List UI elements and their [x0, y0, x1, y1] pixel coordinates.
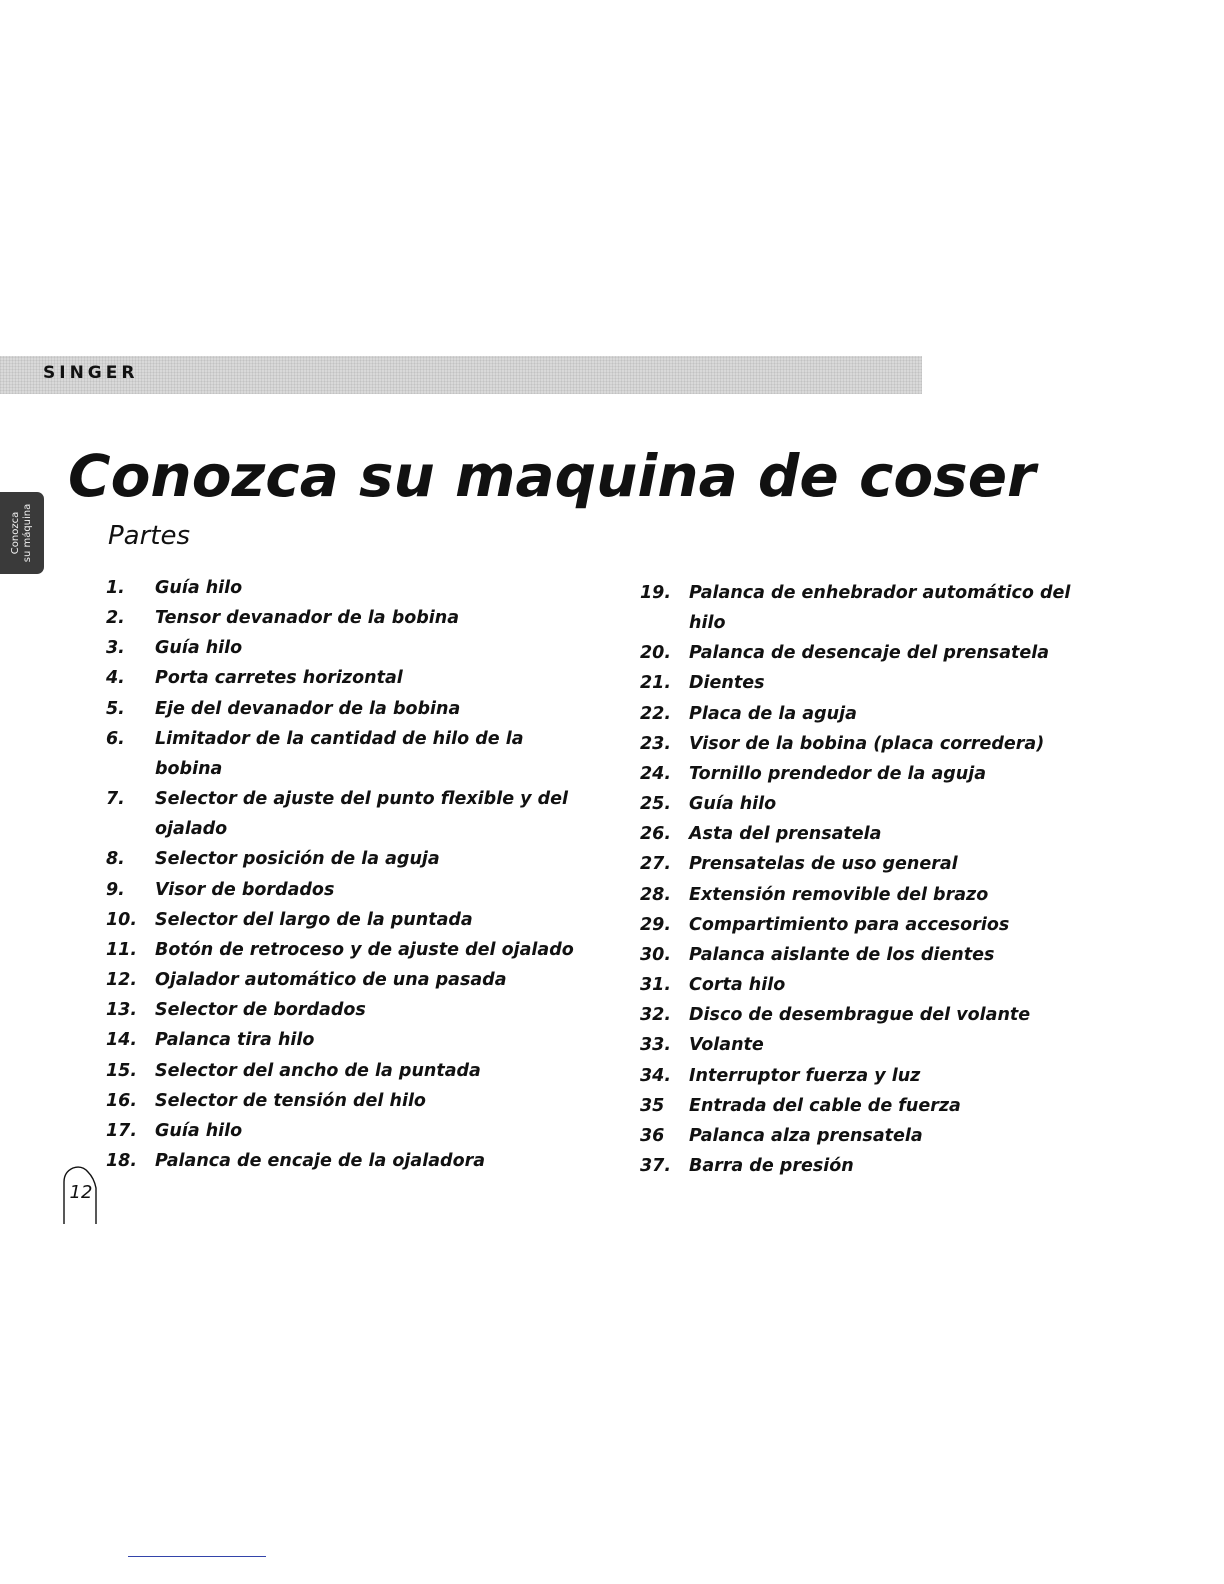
part-number: 12. [106, 970, 138, 991]
part-number: 1. [106, 578, 125, 598]
part-label: Selector del ancho de la puntada [155, 1060, 481, 1081]
part-label: Corta hilo [689, 975, 786, 996]
list-item [640, 970, 1090, 1000]
part-label: Guía hilo [689, 794, 777, 815]
part-number: 36 [640, 1125, 665, 1146]
list-item [640, 668, 1090, 698]
part-number: 7. [106, 789, 125, 810]
list-item [640, 880, 1090, 910]
list-item [106, 905, 596, 935]
list-item [106, 1146, 596, 1176]
part-label: Visor de bordados [155, 879, 335, 900]
list-item [106, 965, 596, 995]
list-item [640, 1030, 1090, 1060]
part-label: Entrada del cable de fuerza [689, 1095, 961, 1116]
part-label: Guía hilo [155, 638, 243, 659]
list-item [106, 663, 596, 693]
part-label: Palanca de enhebrador automático del hilo [689, 583, 1071, 634]
part-number: 22. [640, 703, 672, 724]
part-label: Disco de desembrague del volante [689, 1005, 1031, 1026]
brand-logo: SINGER [43, 363, 139, 383]
list-item [640, 1091, 1090, 1121]
list-item [640, 819, 1090, 849]
part-number: 28. [640, 884, 672, 905]
list-item [106, 844, 596, 874]
part-number: 15. [106, 1060, 138, 1081]
page-title: Conozca su maquina de coser [68, 442, 1036, 510]
list-item [106, 1025, 596, 1055]
part-number: 20. [640, 643, 672, 664]
list-item [106, 694, 596, 724]
list-item [106, 784, 596, 844]
part-label: Selector del largo de la puntada [155, 909, 473, 930]
part-number: 5. [106, 698, 125, 719]
part-number: 24. [640, 763, 672, 784]
part-number: 10. [106, 909, 138, 930]
list-item [106, 1056, 596, 1086]
part-label: Selector de tensión del hilo [155, 1090, 426, 1111]
part-label: Placa de la aguja [689, 703, 857, 724]
part-number: 21. [640, 673, 672, 694]
list-item [106, 724, 596, 784]
part-label: Asta del prensatela [689, 824, 882, 845]
list-item [106, 875, 596, 905]
part-number: 26. [640, 824, 672, 845]
part-label: Palanca de encaje de la ojaladora [155, 1150, 486, 1171]
parts-list-right [640, 578, 1090, 1181]
part-label: Limitador de la cantidad de hilo de la bobina [155, 728, 524, 779]
list-item [640, 1061, 1090, 1091]
list-item [106, 603, 596, 633]
part-number: 9. [106, 879, 125, 900]
part-number: 30. [640, 944, 672, 965]
part-label: Interruptor fuerza y luz [689, 1065, 921, 1086]
list-item [640, 759, 1090, 789]
part-label: Porta carretes horizontal [155, 668, 403, 689]
part-label: Eje del devanador de la bobina [155, 698, 461, 719]
page-number: 12 [69, 1182, 93, 1203]
part-number: 23. [640, 733, 672, 754]
part-number: 14. [106, 1030, 138, 1051]
part-label: Prensatelas de uso general [689, 854, 958, 875]
list-item [640, 1000, 1090, 1030]
part-number: 2. [106, 608, 125, 629]
part-number: 11. [106, 939, 138, 960]
part-number: 4. [106, 668, 125, 689]
part-label: Dientes [689, 673, 765, 694]
list-item [640, 940, 1090, 970]
parts-list-left [106, 573, 596, 1176]
part-number: 34. [640, 1065, 672, 1086]
part-label: Botón de retroceso y de ajuste del ojalado [155, 939, 574, 960]
part-number: 13. [106, 1000, 138, 1021]
list-item [640, 1151, 1090, 1181]
part-number: 8. [106, 849, 125, 870]
part-number: 37. [640, 1155, 672, 1176]
section-tab-label [0, 492, 44, 574]
list-item [106, 1086, 596, 1116]
part-number: 19. [640, 583, 672, 603]
part-label: Barra de presión [689, 1155, 854, 1176]
list-item [106, 573, 596, 603]
list-item [640, 699, 1090, 729]
part-number: 18. [106, 1150, 138, 1171]
part-number: 6. [106, 728, 125, 749]
list-item [640, 1121, 1090, 1151]
part-label: Extensión removible del brazo [689, 884, 989, 905]
part-label: Compartimiento para accesorios [689, 914, 1010, 935]
list-item [106, 935, 596, 965]
list-item [106, 1116, 596, 1146]
part-label: Guía hilo [155, 1120, 243, 1141]
part-label: Ojalador automático de una pasada [155, 970, 507, 991]
part-label: Selector de ajuste del punto flexible y del ojalado [155, 789, 569, 840]
list-item [106, 633, 596, 663]
part-label: Palanca de desencaje del prensatela [689, 643, 1050, 664]
part-label: Tornillo prendedor de la aguja [689, 763, 987, 784]
section-tab [0, 492, 44, 574]
part-label: Volante [689, 1035, 764, 1056]
part-number: 3. [106, 638, 125, 659]
part-number: 16. [106, 1090, 138, 1111]
section-tab-line-1: Conozca [10, 511, 21, 555]
part-number: 31. [640, 975, 672, 996]
list-item [640, 849, 1090, 879]
part-number: 32. [640, 1005, 672, 1026]
part-label: Palanca alza prensatela [689, 1125, 923, 1146]
section-subtitle: Partes [108, 521, 191, 551]
list-item [106, 995, 596, 1025]
part-label: Guía hilo [155, 578, 243, 598]
part-label: Visor de la bobina (placa corredera) [689, 733, 1045, 754]
part-label: Tensor devanador de la bobina [155, 608, 460, 629]
part-label: Palanca tira hilo [155, 1030, 315, 1051]
list-item [640, 789, 1090, 819]
list-item [640, 729, 1090, 759]
footer-rule [128, 1556, 266, 1557]
part-number: 29. [640, 914, 672, 935]
part-label: Selector posición de la aguja [155, 849, 440, 870]
part-number: 27. [640, 854, 672, 875]
page-number-marker [62, 1166, 94, 1222]
section-tab-line-2: su máquina [22, 503, 33, 563]
part-label: Selector de bordados [155, 1000, 366, 1021]
part-number: 35 [640, 1095, 665, 1116]
part-number: 33. [640, 1035, 672, 1056]
list-item [640, 910, 1090, 940]
list-item [640, 578, 1090, 638]
list-item [640, 638, 1090, 668]
part-number: 17. [106, 1120, 138, 1141]
part-number: 25. [640, 794, 672, 815]
part-label: Palanca aislante de los dientes [689, 944, 995, 965]
